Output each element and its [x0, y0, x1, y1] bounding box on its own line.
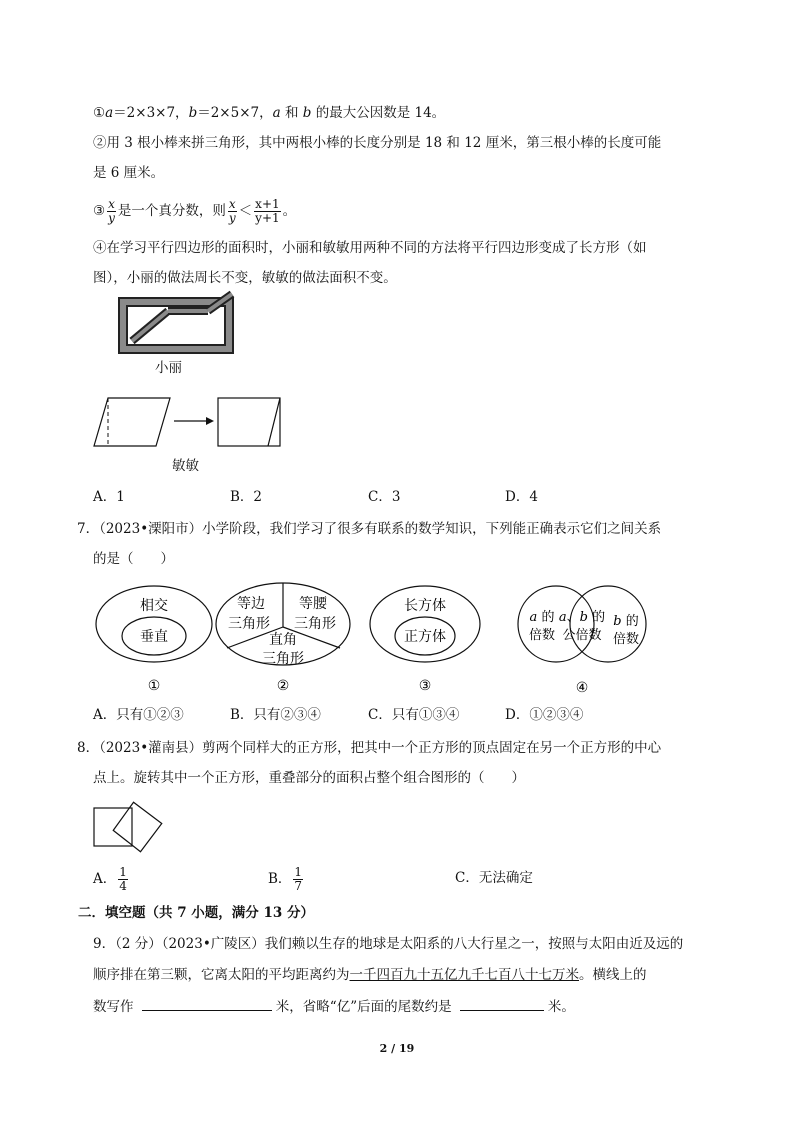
q6-statement-4-line2: 图），小丽的做法周长不变，敏敏的做法面积不变。 [93, 270, 397, 286]
label-intersect: 相交 [140, 598, 168, 614]
label-right-2: 三角形 [262, 651, 304, 667]
label-perpendicular: 垂直 [140, 629, 168, 645]
parallelogram [94, 398, 170, 446]
section-heading-fill-in: 二．填空题（共 7 小题，满分 13 分） [78, 905, 314, 921]
q8-stem-line1: 8．（2023•灌南县）剪两个同样大的正方形，把其中一个正方形的顶点固定在另一个正方形的中心 [77, 740, 662, 756]
q7-stem-line2: 的是（ ） [93, 551, 174, 567]
xiaoli-stick-frame-figure [120, 296, 240, 356]
diagram-number: ③ [418, 678, 432, 694]
q6-option-c[interactable]: C．3 [368, 489, 401, 505]
label-right-2: 倍数 [612, 632, 640, 647]
q7-diagram-2 [215, 582, 355, 694]
label-right-1: b 的 [613, 614, 639, 629]
q9-stem-line1: 9．（2 分）（2023•广陵区）我们赖以生存的地球是太阳系的八大行星之一，按照与太阳由近及远的 [93, 936, 684, 952]
fraction-x-over-y: $\frac{x}{y}$ [108, 197, 115, 225]
arrow-head-icon [206, 417, 214, 425]
label-cuboid: 长方体 [404, 598, 446, 614]
q7-diagram-4 [508, 584, 668, 696]
minmin-transform-figure [92, 394, 292, 454]
q8-rotated-squares-figure [92, 800, 172, 860]
q6-option-d[interactable]: D．4 [505, 489, 538, 505]
q7-diagram-3 [368, 584, 488, 694]
q7-option-a[interactable]: A．只有①②③ [93, 707, 184, 723]
label-left-2: 倍数 [528, 628, 556, 643]
q7-option-c[interactable]: C．只有①③④ [368, 707, 460, 723]
page-number: 2 / 19 [379, 1042, 415, 1055]
underlined-distance-text: 一千四百九十五亿九千七百八十七万米 [349, 967, 579, 983]
q7-diagram-1 [93, 584, 223, 694]
answer-blank-2[interactable] [460, 996, 544, 1011]
rectangle [218, 398, 280, 446]
label-right-1: 直角 [269, 632, 297, 648]
q6-statement-2-line1: ②用 3 根小棒来拼三角形，其中两根小棒的长度分别是 18 和 12 厘米，第三根小棒的长度可能 [93, 135, 662, 151]
stick-slant-left-fill [132, 311, 168, 341]
label-isosceles-1: 等腰 [299, 596, 327, 612]
diagram-number: ② [276, 678, 290, 694]
label-cube: 正方体 [404, 629, 446, 645]
figure-label-minmin: 敏敏 [172, 458, 199, 474]
q8-option-b[interactable]: B． $\frac{1}{7}$ [268, 865, 303, 893]
q9-stem-line2: 顺序排在第三颗，它离太阳的平均距离约为一千四百九十五亿九千七百八十七万米。横线上的 [93, 967, 647, 983]
label-left-1: a 的 [529, 610, 555, 625]
q6-statement-2-line2: 是 6 厘米。 [93, 165, 165, 181]
answer-blank-1[interactable] [142, 996, 272, 1011]
q6-statement-1: ①a＝2×3×7，b＝2×5×7，a 和 b 的最大公因数是 14。 [93, 105, 446, 121]
q7-stem-line1: 7．（2023•溧阳市）小学阶段，我们学习了很多有联系的数学知识，下列能正确表示它们之间关系 [77, 521, 662, 537]
label-equilateral-1: 等边 [237, 596, 265, 612]
label-equilateral-2: 三角形 [228, 616, 270, 632]
q7-option-d[interactable]: D．①②③④ [505, 707, 584, 723]
square-rotated [110, 799, 165, 855]
q8-option-c[interactable]: C．无法确定 [455, 870, 533, 886]
diagram-number: ④ [575, 680, 589, 696]
fraction-x1-over-y1: $\frac{x+1}{y+1}$ [255, 197, 280, 225]
figure-label-xiaoli: 小丽 [155, 360, 182, 376]
q6-statement-3: ③ $\frac{x}{y}$ 是一个真分数，则 $\frac{x}{y}$ ＜ $\frac{x+1}{y+1}$ 。 [93, 197, 297, 225]
label-center-1: a、b 的 [558, 610, 606, 625]
q8-stem-line2: 点上。旋转其中一个正方形，重叠部分的面积占整个组合图形的（ ） [93, 770, 525, 786]
q6-statement-4-line1: ④在学习平行四边形的面积时，小丽和敏敏用两种不同的方法将平行四边形变成了长方形（如 [93, 240, 647, 256]
q9-stem-line3: 数写作 米，省略“亿”后面的尾数约是 米。 [93, 996, 575, 1017]
diagram-number: ① [147, 678, 161, 694]
q7-option-b[interactable]: B．只有②③④ [230, 707, 321, 723]
q8-option-a[interactable]: A． $\frac{1}{4}$ [93, 865, 127, 893]
q6-option-b[interactable]: B．2 [230, 489, 263, 505]
fraction-x-over-y-2: $\frac{x}{y}$ [228, 197, 236, 225]
label-center-2: 公倍数 [562, 628, 602, 643]
rectangle-slant-line [268, 398, 280, 446]
q6-option-a[interactable]: A．1 [93, 489, 125, 505]
label-isosceles-2: 三角形 [294, 616, 336, 632]
